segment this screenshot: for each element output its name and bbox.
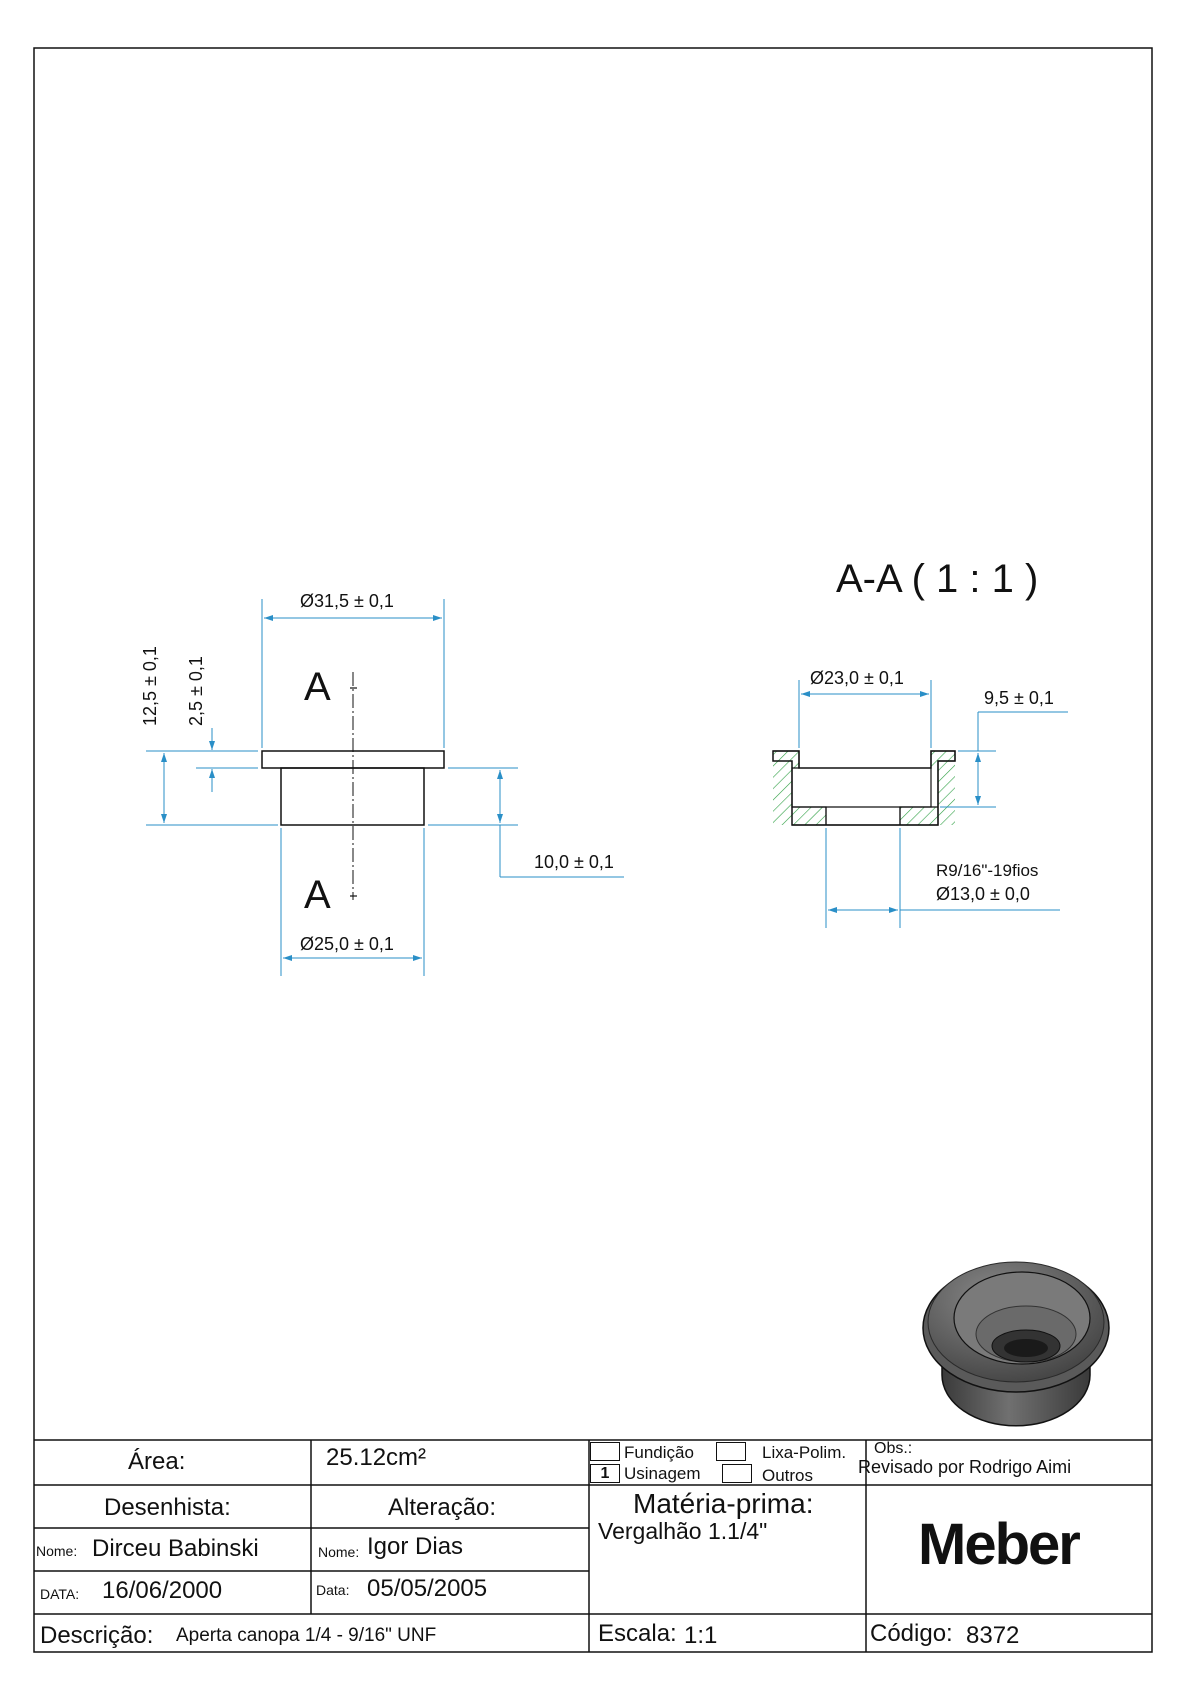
dim-inner-diameter: Ø23,0 ± 0,1 xyxy=(810,668,904,688)
data-label-1: DATA: xyxy=(40,1586,80,1602)
process-usinagem: Usinagem xyxy=(624,1464,701,1483)
iso-hole-inner xyxy=(1004,1339,1048,1357)
section-hatch-bottom-left xyxy=(792,807,826,825)
escala-label: Escala: xyxy=(598,1620,677,1647)
alteracao-label: Alteração: xyxy=(388,1494,497,1521)
process-lixa-polim: Lixa-Polim. xyxy=(762,1443,847,1462)
descricao-value: Aperta canopa 1/4 - 9/16" UNF xyxy=(176,1625,437,1646)
data-value-2: 05/05/2005 xyxy=(367,1575,488,1602)
area-label: Área: xyxy=(128,1448,186,1475)
process-fundicao: Fundição xyxy=(624,1443,694,1462)
nome-label-1: Nome: xyxy=(36,1543,78,1559)
materia-label: Matéria-prima: xyxy=(633,1488,814,1519)
desenhista-label: Desenhista: xyxy=(104,1494,231,1521)
dim-body-height: 10,0 ± 0,1 xyxy=(534,852,614,872)
materia-value: Vergalhão 1.1/4" xyxy=(598,1518,768,1544)
descricao-label: Descrição: xyxy=(40,1622,154,1649)
section-view xyxy=(773,557,1068,928)
section-hatch-bottom-right xyxy=(900,807,938,825)
obs-label: Obs.: xyxy=(874,1440,913,1457)
title-block-grid xyxy=(34,1440,1152,1652)
iso-view xyxy=(923,1262,1109,1426)
data-value-1: 16/06/2000 xyxy=(102,1577,223,1604)
process-outros: Outros xyxy=(762,1466,814,1485)
dim-outer-diameter: Ø31,5 ± 0,1 xyxy=(300,591,394,611)
section-label-bottom: A xyxy=(304,873,331,917)
section-title: A-A ( 1 : 1 ) xyxy=(836,557,1039,601)
nome-value-1: Dirceu Babinski xyxy=(92,1535,259,1562)
obs-value: Revisado por Rodrigo Aimi xyxy=(858,1457,1072,1477)
dim-depth: 9,5 ± 0,1 xyxy=(984,688,1054,708)
area-value: 25.12cm² xyxy=(326,1444,427,1471)
data-label-2: Data: xyxy=(316,1582,350,1598)
codigo-label: Código: xyxy=(870,1620,953,1647)
front-view xyxy=(140,591,624,976)
section-label-top: A xyxy=(304,665,331,709)
dim-total-height: 12,5 ± 0,1 xyxy=(140,646,160,726)
dim-hole: Ø13,0 ± 0,0 xyxy=(936,884,1030,904)
dim-body-diameter: Ø25,0 ± 0,1 xyxy=(300,934,394,954)
escala-value: 1:1 xyxy=(684,1622,718,1649)
thread-note: R9/16"-19fios xyxy=(936,861,1039,880)
checkbox-usinagem: 1 xyxy=(590,1464,620,1483)
dim-flange-thickness: 2,5 ± 0,1 xyxy=(186,656,206,726)
company-logo: Meber xyxy=(918,1512,1079,1577)
codigo-value: 8372 xyxy=(966,1622,1020,1649)
nome-value-2: Igor Dias xyxy=(367,1533,464,1560)
nome-label-2: Nome: xyxy=(318,1544,360,1560)
